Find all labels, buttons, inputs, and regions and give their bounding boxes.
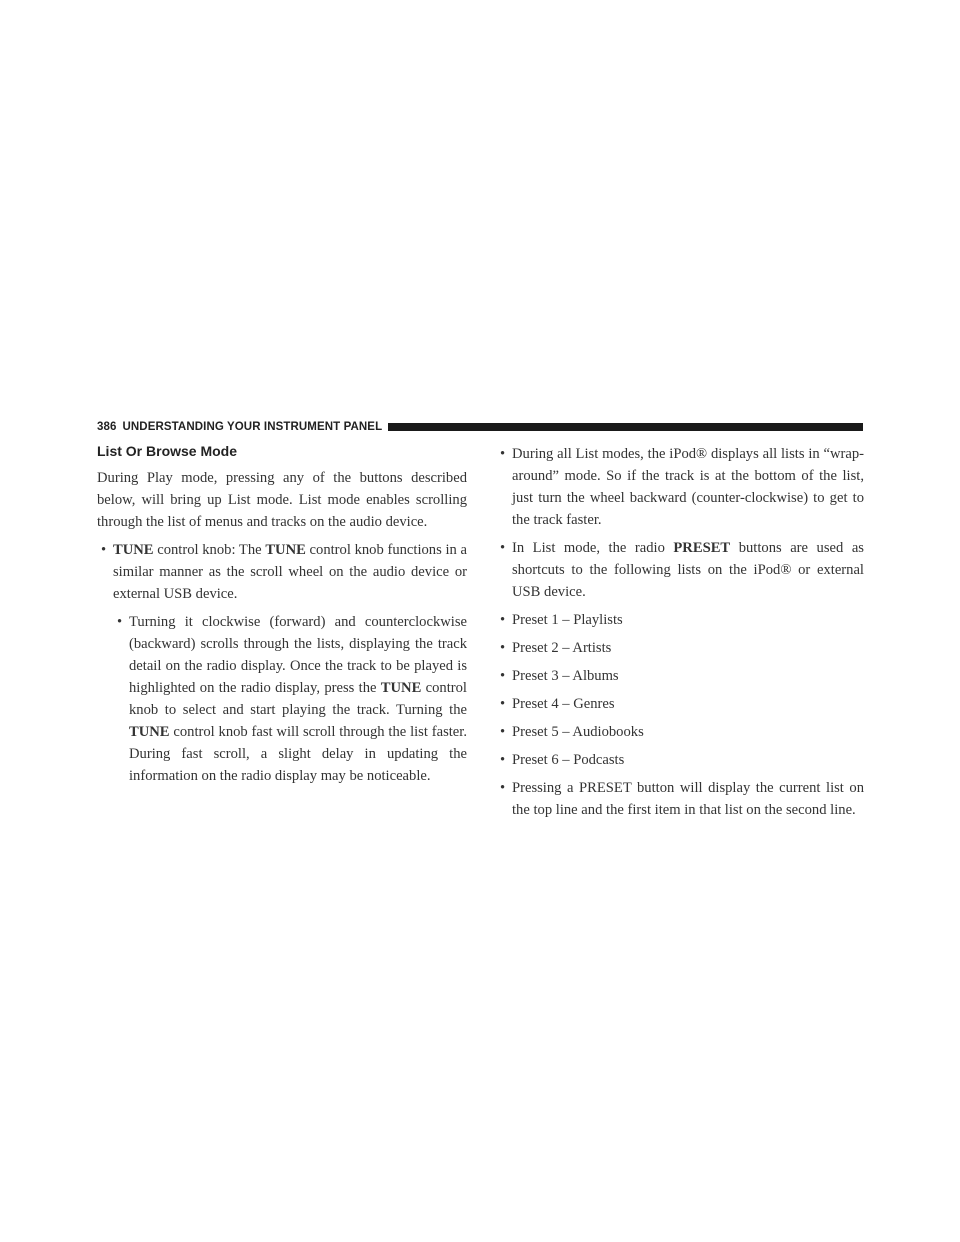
body-text: control knob: The: [153, 542, 266, 558]
bullet-dot: •: [101, 542, 107, 558]
left-column: [97, 443, 467, 793]
body-text: In List mode, the radio: [512, 540, 674, 556]
page-header: [97, 419, 863, 435]
bold-text: TUNE: [265, 542, 306, 558]
preset-item: [496, 637, 864, 659]
body-text: During all List modes, the iPod® displays all lists in “wrap-around” mode. So if the track is at the bottom of the list, just turn the wheel backward (counter-clockwise) to get to the track faster.: [512, 446, 864, 528]
preset-item: [496, 693, 864, 715]
bold-text: PRESET: [673, 540, 731, 556]
bullet-dot: •: [500, 668, 506, 684]
bullet-dot: •: [500, 780, 506, 796]
bullet-wrap-around: [496, 443, 864, 531]
preset-item: [496, 749, 864, 771]
bullet-preset-intro: [496, 537, 864, 603]
preset-item: [496, 665, 864, 687]
section-title: List Or Browse Mode: [97, 443, 238, 459]
bullet-tune: [97, 539, 467, 605]
bullet-dot: •: [500, 612, 506, 628]
body-text: control knob fast will scroll through the list faster. During fast scroll, a slight delay in updating the information on the radio display may be noticeable.: [129, 724, 467, 784]
bold-text: TUNE: [113, 542, 154, 558]
preset-label: Preset 2 – Artists: [512, 640, 612, 656]
bold-text: TUNE: [380, 680, 422, 696]
bullet-turning: [97, 611, 467, 787]
bullet-dot: •: [500, 540, 506, 556]
intro-paragraph: During Play mode, pressing any of the buttons described below, will bring up List mode. List mode enables scrolling through the list of menus and tracks on the audio device.: [97, 470, 467, 530]
right-column: [496, 443, 864, 827]
page-number: 386: [97, 421, 117, 433]
body-text: control knob functions in a similar manner as the scroll wheel on the audio device or external USB device.: [113, 542, 467, 602]
body-text: Pressing a PRESET button will display the current list on the top line and the first item in that list on the second line.: [512, 780, 864, 818]
preset-item: [496, 609, 864, 631]
body-text: control knob to select and start playing the track. Turning the: [129, 680, 467, 718]
bullet-pressing-preset: [496, 777, 864, 821]
preset-item: [496, 721, 864, 743]
bullet-dot: •: [500, 640, 506, 656]
bullet-dot: •: [500, 724, 506, 740]
header-title: UNDERSTANDING YOUR INSTRUMENT PANEL: [122, 421, 383, 433]
bullet-dot: •: [500, 446, 506, 462]
header-rule: [388, 423, 863, 431]
preset-label: Preset 3 – Albums: [512, 668, 619, 684]
body-text: buttons are used as shortcuts to the following lists on the iPod® or external USB device.: [512, 540, 864, 600]
preset-label: Preset 4 – Genres: [512, 696, 615, 712]
preset-label: Preset 6 – Podcasts: [512, 752, 625, 768]
preset-label: Preset 1 – Playlists: [512, 612, 623, 628]
bullet-dot: •: [117, 614, 123, 630]
bullet-dot: •: [500, 696, 506, 712]
bold-text: TUNE: [129, 724, 170, 740]
preset-label: Preset 5 – Audiobooks: [512, 724, 644, 740]
body-text: Turning it clockwise (forward) and counterclockwise (backward) scrolls through the lists, displaying the track detail on the radio display. Once the track to be played is highlighted on the radio display, press the: [129, 614, 467, 696]
bullet-dot: •: [500, 752, 506, 768]
